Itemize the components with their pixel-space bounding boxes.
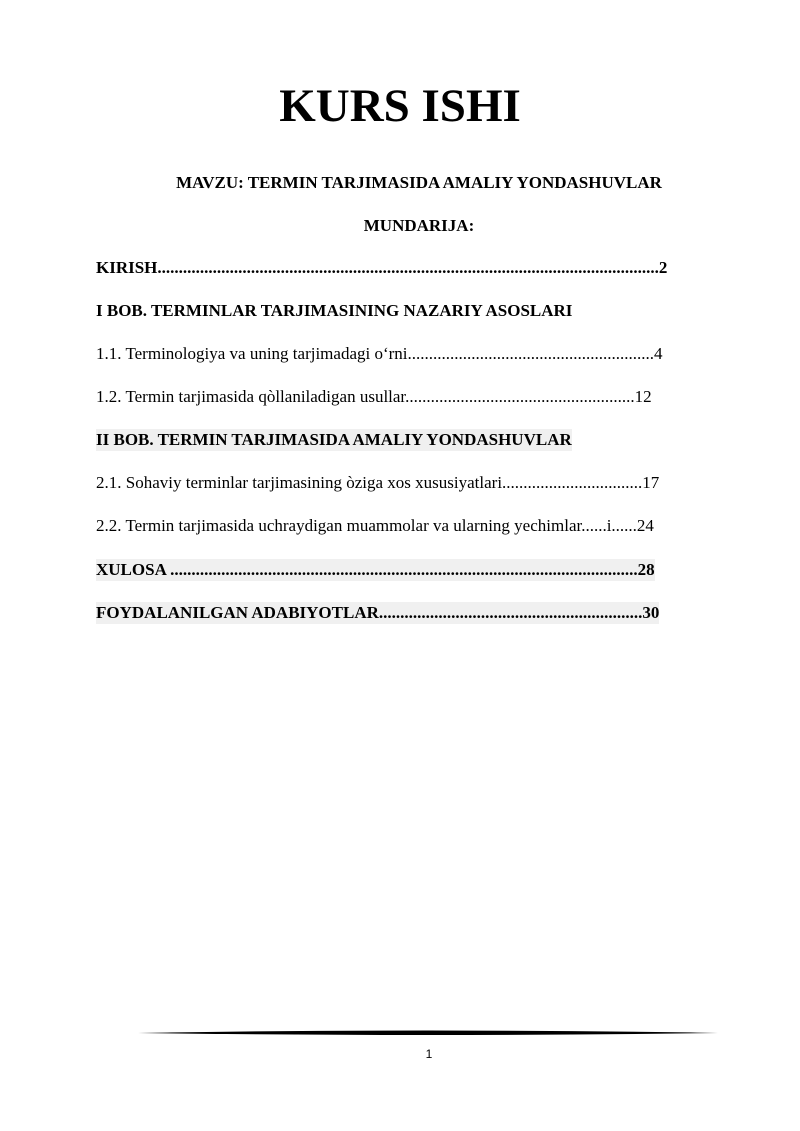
toc-entry-section-2-2: 2.2. Termin tarjimasida uchraydigan muammolar va ularning yechimlar......i......24 — [96, 516, 654, 535]
toc-heading: MUNDARIJA: — [363, 216, 475, 235]
toc-entry-section-1-1: 1.1. Terminologiya va uning tarjimadagi o‘rni..........................................................4 — [96, 344, 663, 363]
toc-entry-conclusion: XULOSA ..............................................................................................................28 — [96, 560, 655, 579]
toc-entry-section-2-1: 2.1. Sohaviy terminlar tarjimasining òziga xos xususiyatlari.................................17 — [96, 473, 660, 492]
page-title: KURS ISHI — [279, 80, 521, 132]
subject-line: MAVZU: TERMIN TARJIMASIDA AMALIY YONDASHUVLAR — [176, 173, 662, 192]
toc-entry-references: FOYDALANILGAN ADABIYOTLAR..............................................................30 — [96, 603, 660, 622]
toc-entry-introduction: KIRISH......................................................................................................................2 — [96, 258, 668, 277]
toc-entry-chapter-1: I BOB. TERMINLAR TARJIMASINING NAZARIY ASOSLARI — [96, 301, 573, 320]
toc-entry-chapter-2: II BOB. TERMIN TARJIMASIDA AMALIY YONDASHUVLAR — [96, 430, 572, 449]
toc-entry-section-1-2: 1.2. Termin tarjimasida qòllaniladigan usullar......................................................12 — [96, 387, 652, 406]
footer-rule — [138, 1027, 718, 1037]
page-number: 1 — [425, 1047, 433, 1061]
